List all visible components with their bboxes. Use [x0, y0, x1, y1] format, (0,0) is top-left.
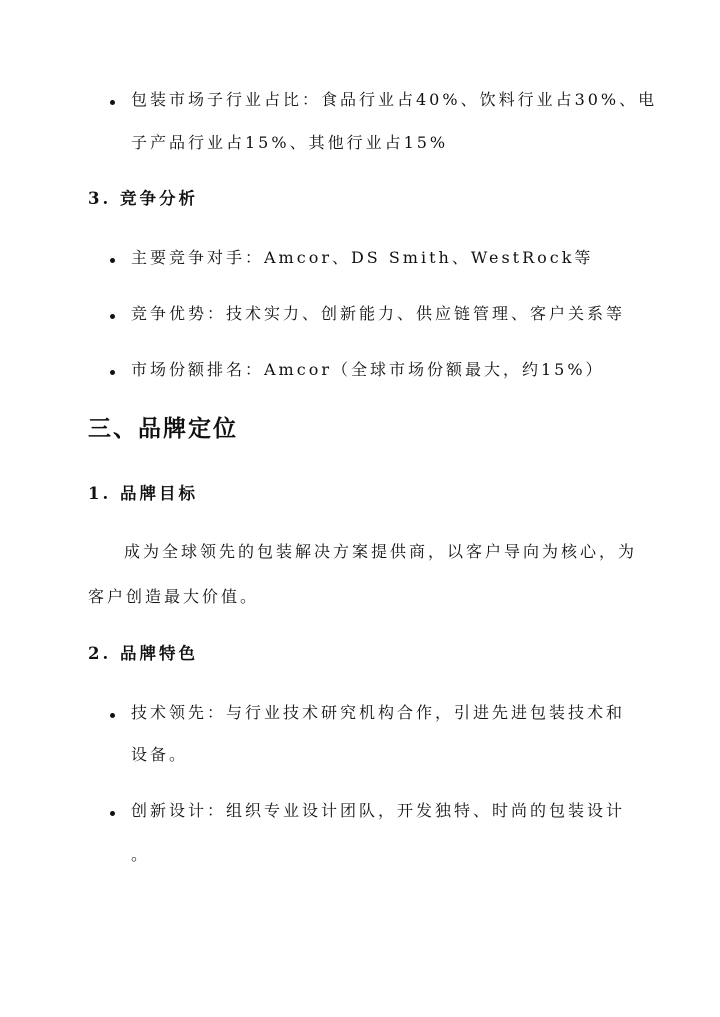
- bullet-marker: [110, 100, 115, 105]
- bullet-marker: [110, 258, 115, 263]
- bullet-marker: [110, 811, 115, 816]
- competition-bullet-1: 主要竞争对手：Amcor、DS Smith、WestRock等: [131, 248, 594, 267]
- brand-positioning-heading: 三、品牌定位: [88, 415, 238, 442]
- market-share-line-1: 包装市场子行业占比：食品行业占40%、饮料行业占30%、电: [131, 90, 658, 109]
- bullet-marker: [110, 713, 115, 718]
- brand-features-heading: 2. 品牌特色: [88, 644, 198, 663]
- brand-target-paragraph-line-1: 成为全球领先的包装解决方案提供商，以客户导向为核心，为: [124, 542, 638, 561]
- competition-heading: 3. 竞争分析: [88, 189, 198, 208]
- competition-bullet-3: 市场份额排名：Amcor（全球市场份额最大，约15%）: [131, 360, 605, 379]
- competition-bullet-2: 竞争优势：技术实力、创新能力、供应链管理、客户关系等: [131, 304, 626, 323]
- brand-target-paragraph-line-2: 客户创造最大价值。: [88, 587, 260, 606]
- brand-feature-2-line-2: 。: [131, 845, 151, 864]
- brand-feature-1-line-1: 技术领先：与行业技术研究机构合作，引进先进包装技术和: [131, 703, 626, 722]
- bullet-marker: [110, 370, 115, 375]
- brand-target-heading: 1. 品牌目标: [88, 484, 198, 503]
- bullet-marker: [110, 314, 115, 319]
- brand-feature-2-line-1: 创新设计：组织专业设计团队，开发独特、时尚的包装设计: [131, 801, 626, 820]
- brand-feature-1-line-2: 设备。: [131, 745, 189, 764]
- market-share-line-2: 子产品行业占15%、其他行业占15%: [131, 133, 449, 152]
